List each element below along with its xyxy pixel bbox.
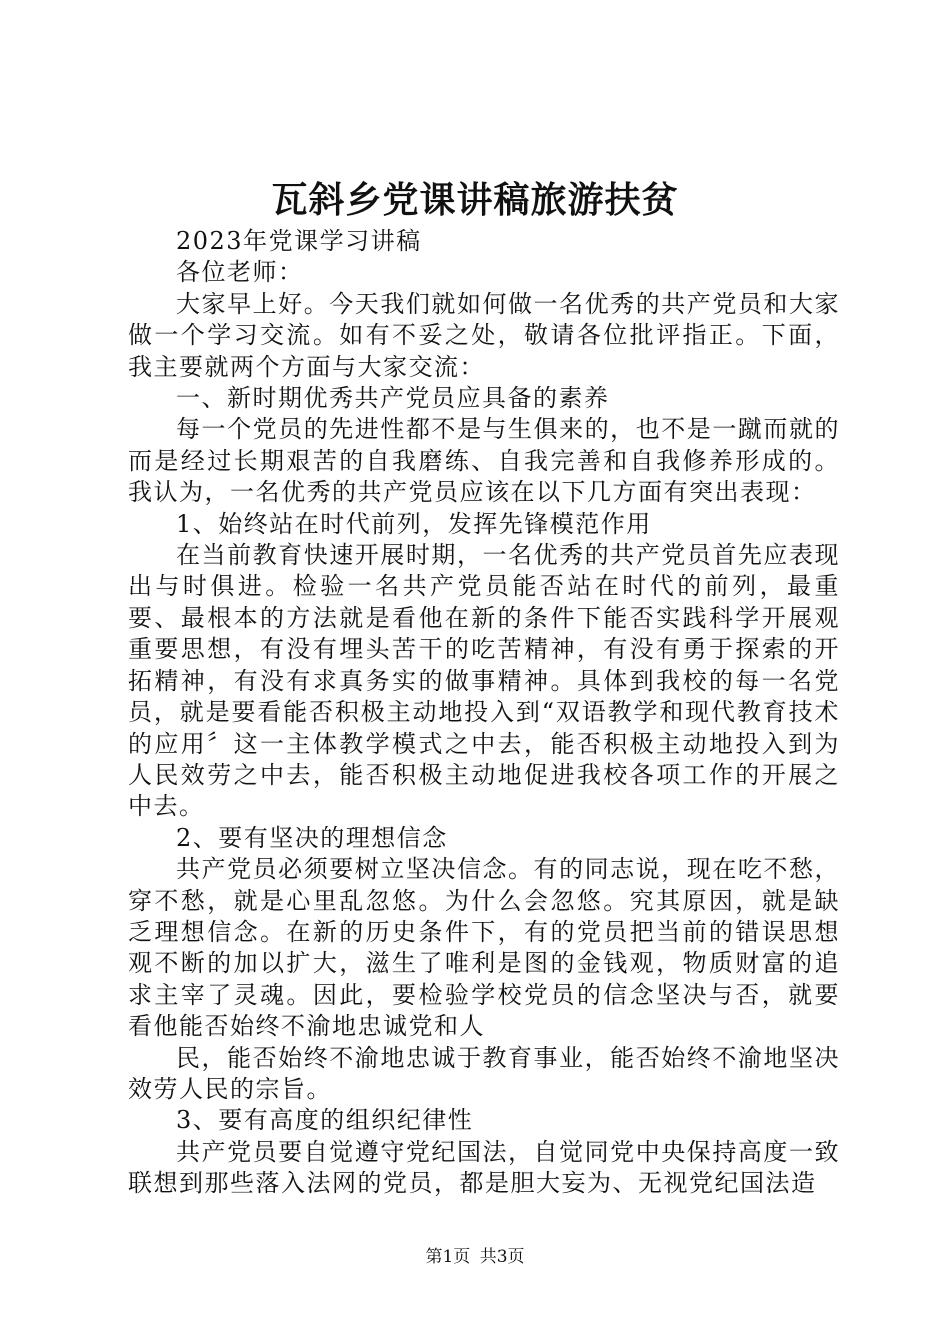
paragraph-greeting: 各位老师：: [176, 258, 304, 287]
document-body: [128, 226, 840, 1200]
paragraph-body: 在当前教育快速开展时期，一名优秀的共产党员首先应表现出与时俱进。检验一名共产党员能否站在时代的前列，最重要、最根本的方法就是看他在新的条件下能否实践科学开展观重要思想，有没有埋头苦干的吃苦精神，有没有勇于探索的开拓精神，有没有求真务实的做事精神。具体到我校的每一名党员，就是要看能否积极主动地投入到“双语教学和现代教育技术的应用〞这一主体教学模式之中去，能否积极主动地投入到为人民效劳之中去，能否积极主动地促进我校各项工作的开展之中去。: [128, 541, 840, 821]
page-number: 第1页: [425, 1247, 471, 1267]
paragraph-intro: 大家早上好。今天我们就如何做一名优秀的共产党员和大家做一个学习交流。如有不妥之处，敬请各位批评指正。下面，我主要就两个方面与大家交流：: [128, 289, 840, 381]
subsection-heading-1: 1、始终站在时代前列，发挥先锋模范作用: [176, 509, 652, 538]
paragraph-body: 民，能否始终不渝地忠诚于教育事业，能否始终不渝地坚决效劳人民的宗旨。: [128, 1043, 840, 1103]
section-heading-1: 一、新时期优秀共产党员应具备的素养: [176, 384, 610, 413]
paragraph-body: 每一个党员的先进性都不是与生俱来的，也不是一蹴而就的而是经过长期艰苦的自我磨练、自我完善和自我修养形成的。我认为，一名优秀的共产党员应该在以下几方面有突出表现：: [128, 415, 840, 507]
document-title: 瓦斜乡党课讲稿旅游扶贫: [271, 179, 679, 221]
subsection-heading-3: 3、要有高度的组织纪律性: [176, 1106, 474, 1135]
paragraph-heading-year: 2023年党课学习讲稿: [176, 227, 422, 255]
subsection-heading-2: 2、要有坚决的理想信念: [176, 823, 448, 852]
page-footer: [0, 1246, 950, 1268]
paragraph-body: 共产党员必须要树立坚决信念。有的同志说，现在吃不愁，穿不愁，就是心里乱忽悠。为什么会忽悠。究其原因，就是缺乏理想信念。在新的历史条件下，有的党员把当前的错误思想观不断的加以扩大，滋生了唯利是图的金钱观，物质财富的追求主宰了灵魂。因此，要检验学校党员的信念坚决与否，就要看他能否始终不渝地忠诚党和人: [128, 855, 840, 1041]
paragraph-body: 共产党员要自觉遵守党纪国法，自觉同党中央保持高度一致联想到那些落入法网的党员，都是胆大妄为、无视党纪国法造: [128, 1137, 840, 1198]
page-total: 共3页: [479, 1247, 525, 1267]
